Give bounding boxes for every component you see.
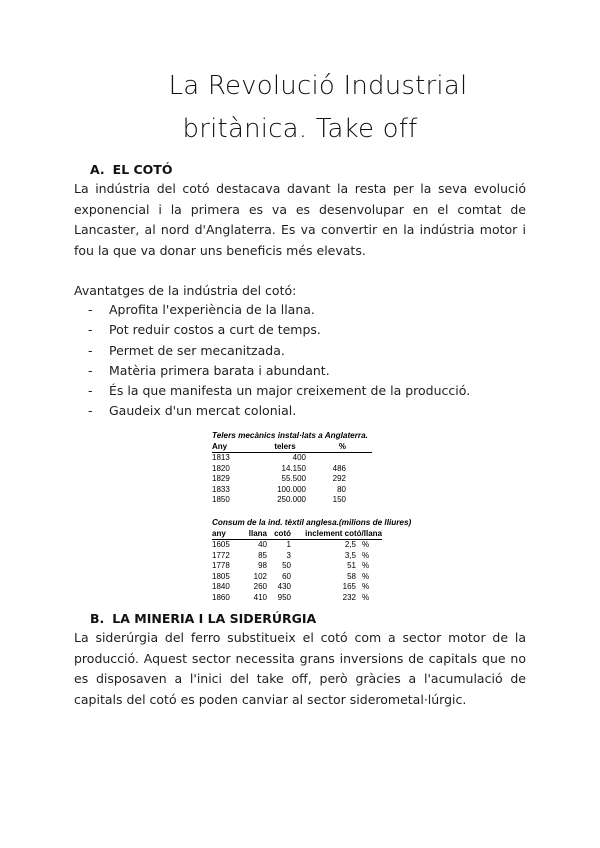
- paragraph-line: La indústria del cotó destacava davant la resta per la seva evolució: [74, 181, 526, 196]
- paragraph-line: capitals del cotó es poden canviar al sector siderometal·lúrgic.: [74, 691, 467, 707]
- table-row: [212, 495, 372, 506]
- table-cell: 400: [292, 453, 306, 462]
- table-cell: 102: [253, 571, 267, 581]
- section-a-letter: A.: [90, 162, 105, 177]
- table-row: [212, 551, 382, 562]
- table-cell: 51: [347, 561, 356, 570]
- table-cell: 98: [258, 561, 267, 570]
- table-cell: 50: [282, 561, 291, 570]
- column-header: telers: [264, 442, 306, 453]
- table-cell: 1820: [212, 463, 230, 473]
- advantages-intro: Avantatges de la indústria del cotó:: [74, 283, 297, 298]
- table-cell: %: [362, 561, 370, 570]
- section-b-paragraph: [74, 628, 526, 710]
- column-header: inclement cotó/llana: [291, 529, 382, 540]
- table-cell: [306, 453, 372, 464]
- table-cell: 40: [258, 540, 267, 549]
- table-row: [212, 464, 372, 475]
- list-item: - Matèria primera barata i abundant.: [88, 361, 470, 381]
- table-row: [212, 540, 382, 551]
- table-cell: 292: [332, 474, 346, 483]
- column-header: llana: [232, 529, 267, 540]
- table-row: [212, 572, 382, 583]
- table-cell: 58: [347, 571, 356, 581]
- table-cell: 1833: [212, 484, 230, 494]
- paragraph-line: exponencial i la primera es va es desenvolupar en el comtat de: [74, 201, 526, 217]
- list-item: - Pot reduir costos a curt de temps.: [88, 320, 470, 340]
- section-a-paragraph: [74, 179, 526, 261]
- table-cell: 1840: [212, 582, 230, 591]
- table-row: [212, 453, 372, 464]
- list-item: - Aprofita l'experiència de la llana.: [88, 300, 470, 320]
- table-cell: 1813: [212, 453, 230, 462]
- section-a-heading: [90, 162, 172, 177]
- column-header: Any: [212, 442, 264, 453]
- table-cell: %: [362, 592, 370, 602]
- table-row: [212, 474, 372, 485]
- list-item: - Permet de ser mecanitzada.: [88, 341, 470, 361]
- looms-table-grid: [212, 442, 372, 506]
- paragraph-line: Lancaster, al nord d'Anglaterra. Es va convertir en la indústria motor i: [74, 222, 526, 238]
- textile-table-caption: Consum de la ind. tèxtil anglesa.(milions de lliures): [212, 518, 412, 527]
- table-cell: %: [362, 582, 370, 591]
- section-b-title: LA MINERIA I LA SIDERÚRGIA: [112, 611, 317, 626]
- table-cell: 2,5: [344, 540, 356, 549]
- table-cell: 1778: [212, 561, 230, 570]
- paragraph-line: producció. Aquest sector necessita grans inversions de capitals que no: [74, 650, 526, 666]
- list-item: - Gaudeix d'un mercat colonial.: [88, 401, 470, 421]
- table-cell: %: [362, 540, 370, 549]
- table-cell: %: [362, 550, 370, 560]
- column-header: any: [212, 529, 232, 540]
- section-b-heading: [90, 611, 316, 626]
- document-title-line2: britànica. Take off: [182, 114, 418, 144]
- table-cell: 3: [286, 550, 291, 560]
- column-header: cotó: [267, 529, 291, 540]
- table-cell: 14.150: [281, 463, 306, 473]
- paragraph-line: La siderúrgia del ferro substitueix el cotó com a sector motor de la: [74, 630, 526, 645]
- list-item: - És la que manifesta un major creixement de la producció.: [88, 381, 470, 401]
- section-b-letter: B.: [90, 611, 105, 626]
- table-cell: 486: [332, 463, 346, 473]
- table-cell: 80: [337, 484, 346, 494]
- textile-consumption-table: [212, 518, 411, 603]
- table-cell: 60: [282, 571, 291, 581]
- table-cell: 1605: [212, 540, 230, 549]
- table-cell: %: [362, 571, 370, 581]
- table-row: [212, 561, 382, 572]
- table-cell: 150: [332, 495, 346, 504]
- document-title-line1: La Revolució Industrial: [168, 71, 468, 101]
- table-cell: 85: [258, 550, 267, 560]
- table-cell: 1850: [212, 495, 230, 504]
- table-cell: 1: [286, 540, 291, 549]
- advantages-list: [88, 300, 470, 422]
- looms-table-caption: Telers mecànics instal·lats a Anglaterra.: [212, 431, 368, 440]
- table-cell: 250.000: [277, 495, 306, 504]
- table-cell: 1772: [212, 550, 230, 560]
- table-row: [212, 593, 382, 604]
- table-cell: 1829: [212, 474, 230, 483]
- table-row: [212, 485, 372, 496]
- table-cell: 100.000: [277, 484, 306, 494]
- table-cell: 1860: [212, 592, 230, 602]
- textile-table-grid: [212, 529, 382, 604]
- table-cell: 950: [277, 592, 291, 602]
- paragraph-line: es disposaven a l'inici del take off, però gràcies a l'acumulació de: [74, 671, 526, 687]
- table-header-row: [212, 529, 382, 540]
- table-cell: 430: [277, 582, 291, 591]
- table-header-row: [212, 442, 372, 453]
- table-cell: 410: [253, 592, 267, 602]
- table-row: [212, 582, 382, 593]
- column-header: %: [306, 442, 372, 453]
- table-cell: 260: [253, 582, 267, 591]
- looms-table: [212, 431, 372, 506]
- section-a-title: EL COTÓ: [112, 162, 173, 177]
- table-cell: 3,5: [344, 550, 356, 560]
- table-cell: 55.500: [281, 474, 306, 483]
- table-cell: 165: [342, 582, 356, 591]
- paragraph-line: fou la que va donar uns beneficis més elevats.: [74, 242, 366, 258]
- table-cell: 1805: [212, 571, 230, 581]
- table-cell: 232: [342, 592, 356, 602]
